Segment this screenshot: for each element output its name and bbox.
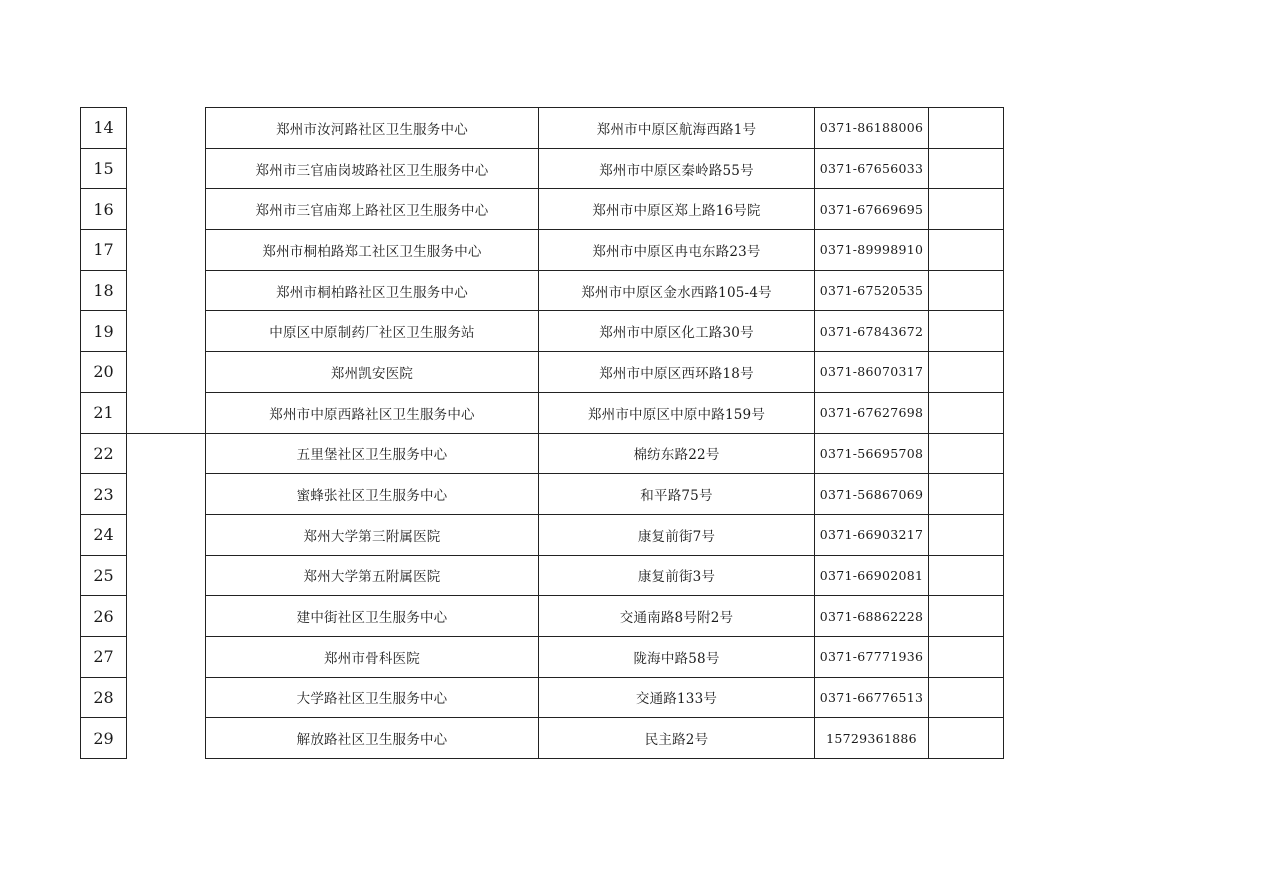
- institution-name: 蜜蜂张社区卫生服务中心: [206, 474, 539, 515]
- institution-name: 郑州大学第五附属医院: [206, 555, 539, 596]
- table-row: [81, 555, 1004, 596]
- table-row: [81, 230, 1004, 271]
- institution-address: 康复前街7号: [539, 514, 815, 555]
- table-row: [81, 596, 1004, 637]
- remarks-cell: [929, 108, 1004, 149]
- institution-address: 和平路75号: [539, 474, 815, 515]
- institution-name: 郑州市桐柏路社区卫生服务中心: [206, 270, 539, 311]
- institution-name: 郑州凯安医院: [206, 352, 539, 393]
- institution-address: 郑州市中原区金水西路105-4号: [539, 270, 815, 311]
- table-row: [81, 636, 1004, 677]
- institution-name: 中原区中原制药厂社区卫生服务站: [206, 311, 539, 352]
- table-row: [81, 311, 1004, 352]
- institution-address: 民主路2号: [539, 718, 815, 759]
- institution-phone: 0371-86188006: [815, 108, 929, 149]
- institution-name: 郑州市汝河路社区卫生服务中心: [206, 108, 539, 149]
- institution-address: 郑州市中原区化工路30号: [539, 311, 815, 352]
- district-cell: [127, 433, 206, 474]
- institution-phone: 0371-67843672: [815, 311, 929, 352]
- remarks-cell: [929, 148, 1004, 189]
- row-number: 16: [81, 189, 127, 230]
- row-number: 29: [81, 718, 127, 759]
- institution-phone: 0371-68862228: [815, 596, 929, 637]
- remarks-cell: [929, 230, 1004, 271]
- remarks-cell: [929, 555, 1004, 596]
- institution-name: 郑州大学第三附属医院: [206, 514, 539, 555]
- row-number: 15: [81, 148, 127, 189]
- district-cell: [127, 311, 206, 352]
- institution-name: 郑州市骨科医院: [206, 636, 539, 677]
- row-number: 22: [81, 433, 127, 474]
- remarks-cell: [929, 677, 1004, 718]
- table-body: [81, 108, 1004, 759]
- institution-phone: 0371-56695708: [815, 433, 929, 474]
- institution-phone: 0371-67669695: [815, 189, 929, 230]
- table-row: [81, 189, 1004, 230]
- institution-phone: 0371-86070317: [815, 352, 929, 393]
- institution-phone: 0371-67627698: [815, 392, 929, 433]
- institution-address: 郑州市中原区秦岭路55号: [539, 148, 815, 189]
- table-row: [81, 108, 1004, 149]
- district-cell: [127, 270, 206, 311]
- district-cell: [127, 514, 206, 555]
- district-cell: [127, 392, 206, 433]
- row-number: 18: [81, 270, 127, 311]
- row-number: 21: [81, 392, 127, 433]
- institution-address: 郑州市中原区中原中路159号: [539, 392, 815, 433]
- institution-address: 郑州市中原区郑上路16号院: [539, 189, 815, 230]
- district-cell: [127, 555, 206, 596]
- remarks-cell: [929, 433, 1004, 474]
- district-cell: [127, 230, 206, 271]
- table-row: [81, 433, 1004, 474]
- district-cell: [127, 148, 206, 189]
- institution-table: [80, 107, 1004, 759]
- table-row: [81, 270, 1004, 311]
- institution-phone: 0371-56867069: [815, 474, 929, 515]
- table-row: [81, 148, 1004, 189]
- table-row: [81, 352, 1004, 393]
- institution-address: 郑州市中原区西环路18号: [539, 352, 815, 393]
- institution-name: 郑州市中原西路社区卫生服务中心: [206, 392, 539, 433]
- remarks-cell: [929, 636, 1004, 677]
- district-cell: [127, 718, 206, 759]
- institution-phone: 0371-67656033: [815, 148, 929, 189]
- institution-phone: 0371-66902081: [815, 555, 929, 596]
- district-cell: [127, 352, 206, 393]
- institution-phone: 0371-66776513: [815, 677, 929, 718]
- institution-phone: 15729361886: [815, 718, 929, 759]
- remarks-cell: [929, 270, 1004, 311]
- row-number: 27: [81, 636, 127, 677]
- table-row: [81, 392, 1004, 433]
- district-cell: [127, 596, 206, 637]
- district-cell: [127, 636, 206, 677]
- remarks-cell: [929, 392, 1004, 433]
- remarks-cell: [929, 189, 1004, 230]
- institution-name: 建中街社区卫生服务中心: [206, 596, 539, 637]
- district-cell: [127, 108, 206, 149]
- row-number: 23: [81, 474, 127, 515]
- table-row: [81, 474, 1004, 515]
- row-number: 17: [81, 230, 127, 271]
- row-number: 26: [81, 596, 127, 637]
- institution-table-sheet: [80, 107, 1003, 759]
- institution-phone: 0371-67520535: [815, 270, 929, 311]
- remarks-cell: [929, 514, 1004, 555]
- institution-phone: 0371-89998910: [815, 230, 929, 271]
- institution-address: 棉纺东路22号: [539, 433, 815, 474]
- institution-address: 交通路133号: [539, 677, 815, 718]
- row-number: 24: [81, 514, 127, 555]
- row-number: 25: [81, 555, 127, 596]
- institution-phone: 0371-66903217: [815, 514, 929, 555]
- remarks-cell: [929, 596, 1004, 637]
- district-cell: [127, 189, 206, 230]
- row-number: 20: [81, 352, 127, 393]
- institution-name: 五里堡社区卫生服务中心: [206, 433, 539, 474]
- district-cell: [127, 677, 206, 718]
- remarks-cell: [929, 718, 1004, 759]
- institution-address: 陇海中路58号: [539, 636, 815, 677]
- institution-name: 大学路社区卫生服务中心: [206, 677, 539, 718]
- institution-name: 解放路社区卫生服务中心: [206, 718, 539, 759]
- remarks-cell: [929, 352, 1004, 393]
- row-number: 19: [81, 311, 127, 352]
- institution-name: 郑州市三官庙岗坡路社区卫生服务中心: [206, 148, 539, 189]
- table-row: [81, 718, 1004, 759]
- institution-address: 交通南路8号附2号: [539, 596, 815, 637]
- row-number: 14: [81, 108, 127, 149]
- institution-name: 郑州市桐柏路郑工社区卫生服务中心: [206, 230, 539, 271]
- remarks-cell: [929, 474, 1004, 515]
- institution-address: 康复前街3号: [539, 555, 815, 596]
- table-row: [81, 514, 1004, 555]
- remarks-cell: [929, 311, 1004, 352]
- institution-name: 郑州市三官庙郑上路社区卫生服务中心: [206, 189, 539, 230]
- table-row: [81, 677, 1004, 718]
- institution-phone: 0371-67771936: [815, 636, 929, 677]
- institution-address: 郑州市中原区航海西路1号: [539, 108, 815, 149]
- district-cell: [127, 474, 206, 515]
- row-number: 28: [81, 677, 127, 718]
- institution-address: 郑州市中原区冉屯东路23号: [539, 230, 815, 271]
